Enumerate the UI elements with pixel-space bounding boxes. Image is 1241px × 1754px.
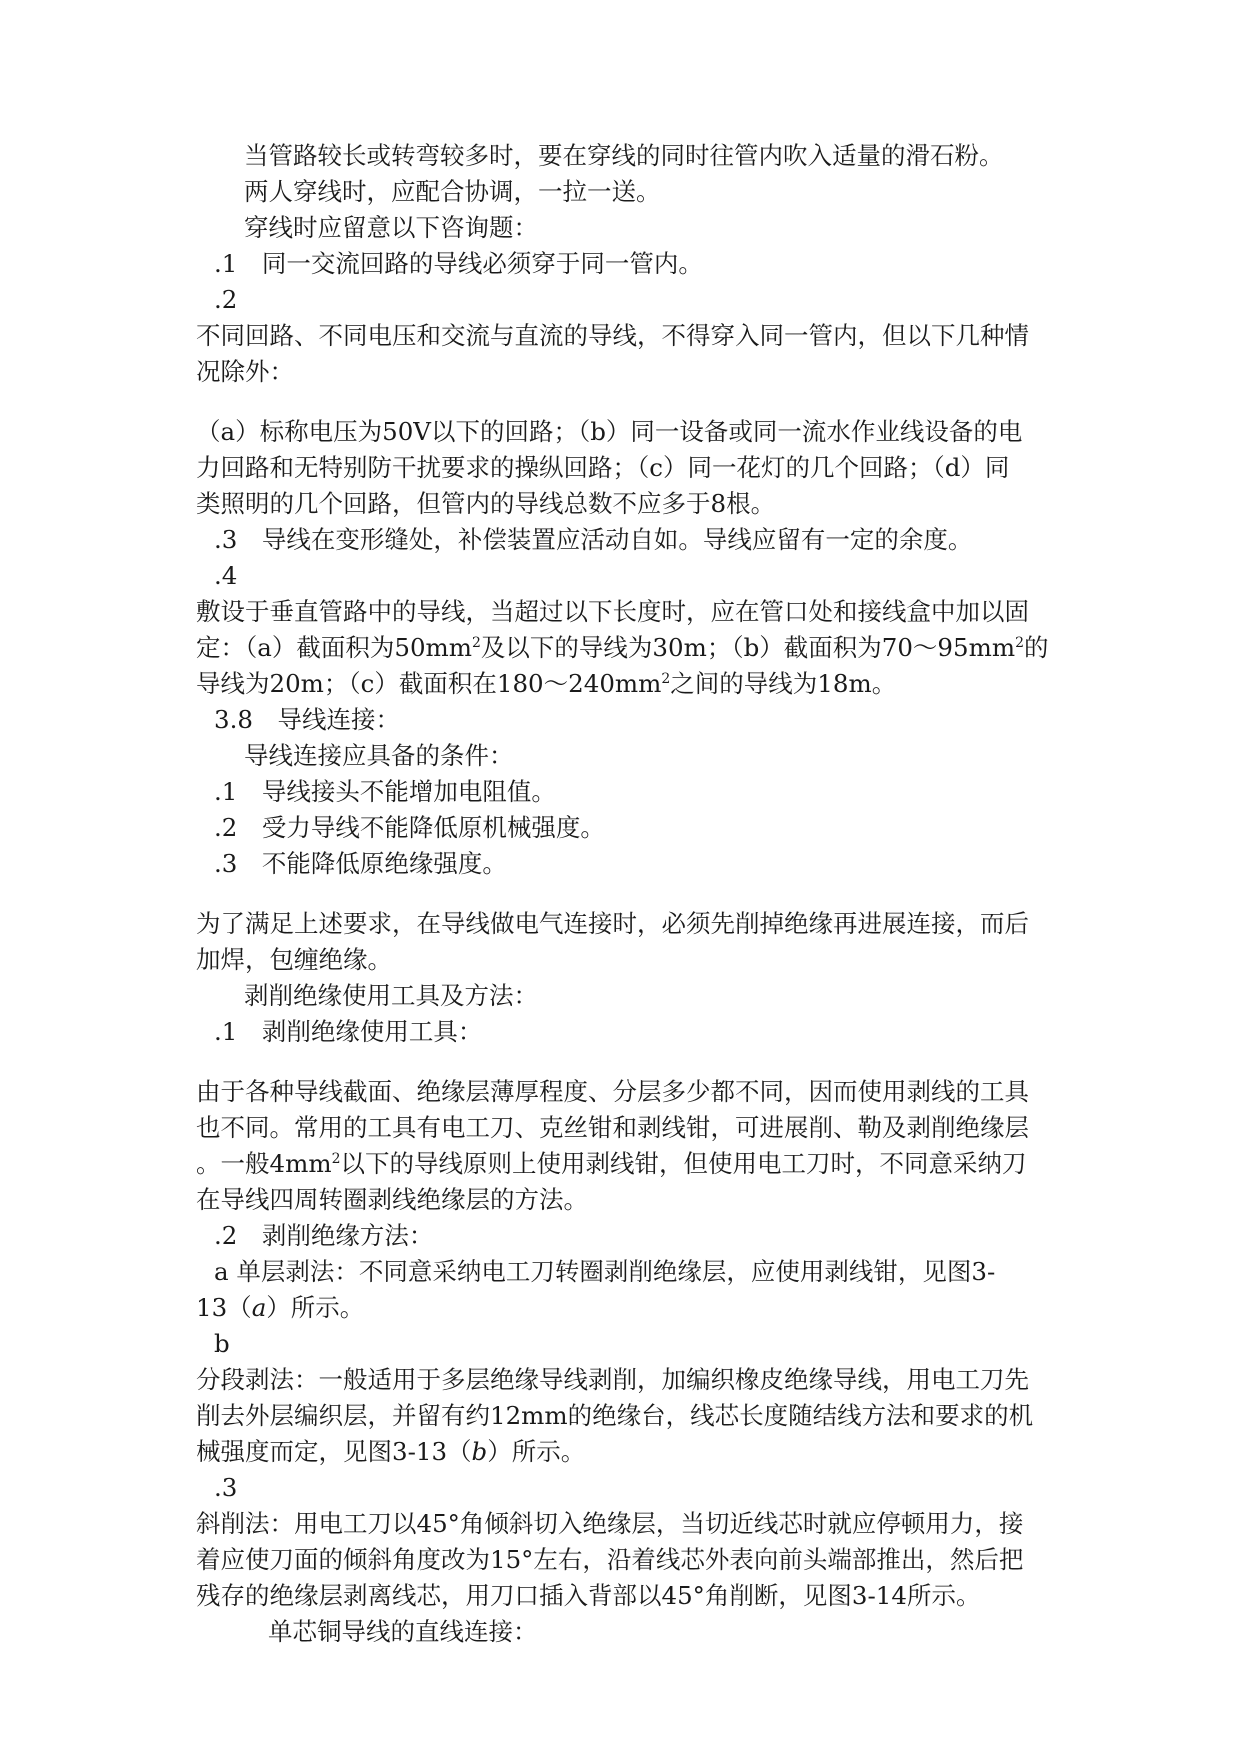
- text-line: 两人穿线时，应配合协调，一拉一送。: [244, 177, 661, 206]
- text-run: 之间的导线为18m。: [670, 669, 897, 698]
- text-line: 剥削绝缘使用工具及方法：: [244, 981, 538, 1010]
- list-item: .1 导线接头不能增加电阻值。: [214, 777, 556, 806]
- text-line: [196, 666, 1076, 702]
- text-line: 残存的绝缘层剥离线芯，用刀口插入背部以45°角削断，见图3-14所示。: [196, 1581, 981, 1610]
- text-line: 单芯铜导线的直线连接：: [268, 1617, 538, 1646]
- text-line: 类照明的几个回路，但管内的导线总数不应多于8根。: [196, 489, 776, 518]
- list-number: .2: [214, 285, 238, 314]
- list-number: .4: [214, 561, 238, 590]
- text-line: [196, 630, 1076, 666]
- list-number: .3: [214, 1473, 238, 1502]
- text-line: 着应使刀面的倾斜角度改为15°左右，沿着线芯外表向前头端部推出，然后把: [196, 1545, 1024, 1574]
- text-line: 由于各种导线截面、绝缘层薄厚程度、分层多少都不同，因而使用剥线的工具: [196, 1077, 1029, 1106]
- superscript: 2: [331, 1150, 341, 1167]
- list-item: .1 同一交流回路的导线必须穿于同一管内。: [214, 249, 703, 278]
- text-line: （a）标称电压为50V以下的回路；（b）同一设备或同一流水作业线设备的电: [196, 417, 1023, 446]
- text-run: 以下的导线原则上使用剥线钳，但使用电工刀时，不同意采纳刀: [340, 1149, 1027, 1178]
- text-line: 分段剥法：一般适用于多层绝缘导线剥削，加编织橡皮绝缘导线，用电工刀先: [196, 1365, 1029, 1394]
- text-line: 在导线四周转圈剥线绝缘层的方法。: [196, 1185, 588, 1214]
- italic-text: b: [471, 1437, 488, 1466]
- text-run: ）所示。: [487, 1437, 586, 1466]
- text-run: ）所示。: [266, 1293, 365, 1322]
- text-line: [196, 1290, 1076, 1326]
- italic-text: a: [251, 1293, 267, 1322]
- text-run: 13（: [196, 1293, 252, 1322]
- text-run: 定：（a）截面积为50mm: [196, 633, 472, 662]
- list-item: .2 剥削绝缘方法：: [214, 1221, 434, 1250]
- list-item: a 单层剥法：不同意采纳电工刀转圈剥削绝缘层，应使用剥线钳，见图3-: [214, 1257, 996, 1286]
- text-line: 当管路较长或转弯较多时，要在穿线的同时往管内吹入适量的滑石粉。: [244, 141, 1004, 170]
- superscript: 2: [472, 634, 481, 651]
- text-line: 为了满足上述要求，在导线做电气连接时，必须先削掉绝缘再进展连接，而后: [196, 909, 1029, 938]
- text-run: 的: [1024, 633, 1049, 662]
- text-line: 穿线时应留意以下咨询题：: [244, 213, 538, 242]
- text-line: 力回路和无特别防干扰要求的操纵回路；（c）同一花灯的几个回路；（d）同: [196, 453, 1010, 482]
- text-line: 削去外层编织层，并留有约12mm的绝缘台，线芯长度随结线方法和要求的机: [196, 1401, 1034, 1430]
- list-number: b: [214, 1329, 230, 1358]
- text-run: 导线为20m；（c）截面积在180～240mm: [196, 669, 662, 698]
- list-item: .2 受力导线不能降低原机械强度。: [214, 813, 605, 842]
- text-line: 也不同。常用的工具有电工刀、克丝钳和剥线钳，可进展削、勒及剥削绝缘层: [196, 1113, 1029, 1142]
- list-item: .1 剥削绝缘使用工具：: [214, 1017, 483, 1046]
- text-run: 械强度而定，见图3-13（: [196, 1437, 472, 1466]
- text-line: 况除外：: [196, 357, 294, 386]
- text-run: 。一般4mm: [196, 1149, 332, 1178]
- text-line: 加焊，包缠绝缘。: [196, 945, 392, 974]
- text-line: 敷设于垂直管路中的导线，当超过以下长度时，应在管口处和接线盒中加以固: [196, 597, 1029, 626]
- superscript: 2: [661, 670, 671, 687]
- text-line: [196, 1146, 1076, 1182]
- text-line: [196, 1434, 1076, 1470]
- section-heading: 3.8 导线连接：: [214, 705, 400, 734]
- superscript: 2: [1015, 634, 1024, 651]
- text-line: 斜削法：用电工刀以45°角倾斜切入绝缘层，当切近线芯时就应停顿用力，接: [196, 1509, 1024, 1538]
- list-item: .3 不能降低原绝缘强度。: [214, 849, 507, 878]
- text-line: 不同回路、不同电压和交流与直流的导线，不得穿入同一管内，但以下几种情: [196, 321, 1029, 350]
- text-line: 导线连接应具备的条件：: [244, 741, 514, 770]
- list-item: .3 导线在变形缝处，补偿装置应活动自如。导线应留有一定的余度。: [214, 525, 973, 554]
- text-run: 及以下的导线为30m；（b）截面积为70～95mm: [480, 633, 1016, 662]
